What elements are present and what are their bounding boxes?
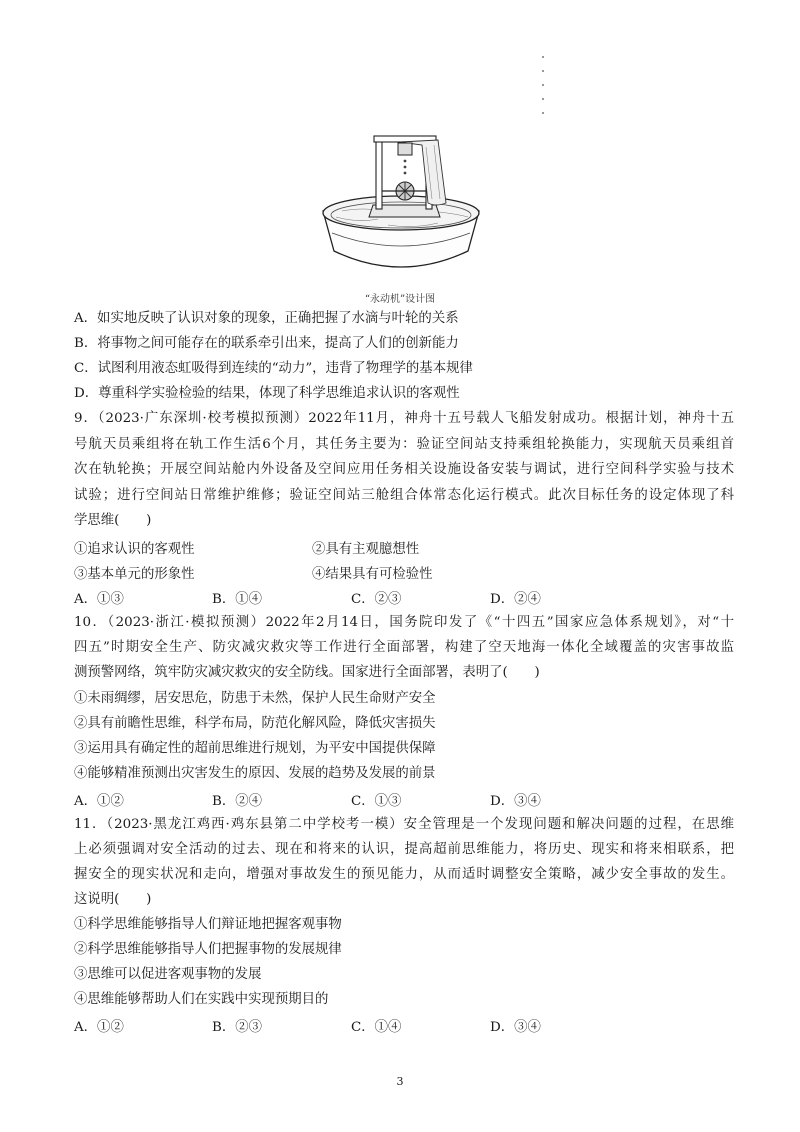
figure-caption: “永动机”设计图 [364,294,436,305]
q9-stem-line: 学思维( ) [74,513,152,528]
q9-statement: ①追求认识的客观性 [74,542,195,557]
q9-stem-line: 试验；进行空间站日常维护维修；验证空间站三舱组合体常态化运行模式。此次目标任务的设定体现了科 [74,488,734,503]
q9-statement: ④结果具有可检验性 [312,567,433,582]
q10-option: A．①② [74,794,124,809]
q10-statement: ③运用具有确定性的超前思维进行规划，为平安中国提供保障 [74,741,436,756]
q11-options [74,1016,734,1034]
q10-statement: ④能够精准预测出灾害发生的原因、发展的趋势及发展的前景 [74,766,436,781]
q10-option: D．③④ [490,794,541,809]
q11-statement: ④思维能够帮助人们在实践中实现预期目的 [74,992,329,1007]
q11-stem-line: 这说明( ) [74,892,152,907]
page-number: 3 [396,1075,404,1088]
q9-option: D．②④ [490,592,541,607]
q10-stem-line: 四五”时期安全生产、防灾减灾救灾等工作进行全面部署，构建了空天地海一体化全域覆盖的灾害事故监 [74,640,734,655]
q10-options [74,790,734,808]
q9-option: A．①③ [74,592,124,607]
decorative-dots [540,56,546,128]
perpetual-motion-machine-figure [318,133,484,288]
q9-statements-row [74,538,734,556]
q11-statement: ③思维可以促进客观事物的发展 [74,967,262,982]
q10-stem-line: 测预警网络，筑牢防灾减灾救灾的安全防线。国家进行全面部署，表明了( ) [74,665,540,680]
q8-option-b: B．将事物之间可能存在的联系牵引出来，提高了人们的创新能力 [74,336,459,351]
q9-stem-line: 9．（2023·广东深圳·校考模拟预测）2022年11月，神舟十五号载人飞船发射成功。根据计划，神舟十五 [74,411,734,426]
q8-option-d: D．尊重科学实验检验的结果，体现了科学思维追求认识的客观性 [74,386,460,401]
q9-option: B．①④ [212,592,263,607]
q11-stem-line: 11．（2023·黑龙江鸡西·鸡东县第二中学校考一模）安全管理是一个发现问题和解决问题的过程，在思维 [74,817,734,832]
q11-statement: ①科学思维能够指导人们辩证地把握客观事物 [74,917,342,932]
q11-option: A．①② [74,1020,124,1035]
q8-option-a: A．如实地反映了认识对象的现象，正确把握了水滴与叶轮的关系 [74,311,459,326]
q9-stem-line: 次在轨轮换；开展空间站舱内外设备及空间应用任务相关设施设备安装与调试，进行空间科学实验与技术 [74,462,734,477]
q11-option: D．③④ [490,1020,541,1035]
q11-option: B．②③ [212,1020,263,1035]
q9-statement: ②具有主观臆想性 [312,542,420,557]
q10-stem-line: 10．（2023·浙江·模拟预测）2022年2月14日，国务院印发了《“十四五”国家应急体系规划》，对“十 [74,615,734,630]
q10-statement: ①未雨绸缪，居安思危，防患于未然，保护人民生命财产安全 [74,691,436,706]
q10-option: C．①③ [351,794,402,809]
q8-option-c: C．试图利用液态虹吸得到连续的“动力”，违背了物理学的基本规律 [74,361,473,376]
q9-statement: ③基本单元的形象性 [74,567,195,582]
q9-stem-line: 号航天员乘组将在轨工作生活6个月，其任务主要为：验证空间站支持乘组轮换能力，实现航天员乘组首 [74,437,734,452]
q10-option: B．②④ [212,794,263,809]
q10-statement: ②具有前瞻性思维，科学布局，防范化解风险，降低灾害损失 [74,716,436,731]
q11-stem-line: 上必须强调对安全活动的过去、现在和将来的认识，提高超前思维能力，将历史、现实和将来相联系，把 [74,842,734,857]
q9-options [74,588,734,606]
q11-stem-line: 握安全的现实状况和走向，增强对事故发生的预见能力，从而适时调整安全策略，减少安全事故的发生。 [74,867,734,882]
q11-option: C．①④ [351,1020,402,1035]
q9-option: C．②③ [351,592,402,607]
q11-statement: ②科学思维能够指导人们把握事物的发展规律 [74,942,342,957]
q9-statements-row [74,563,734,581]
